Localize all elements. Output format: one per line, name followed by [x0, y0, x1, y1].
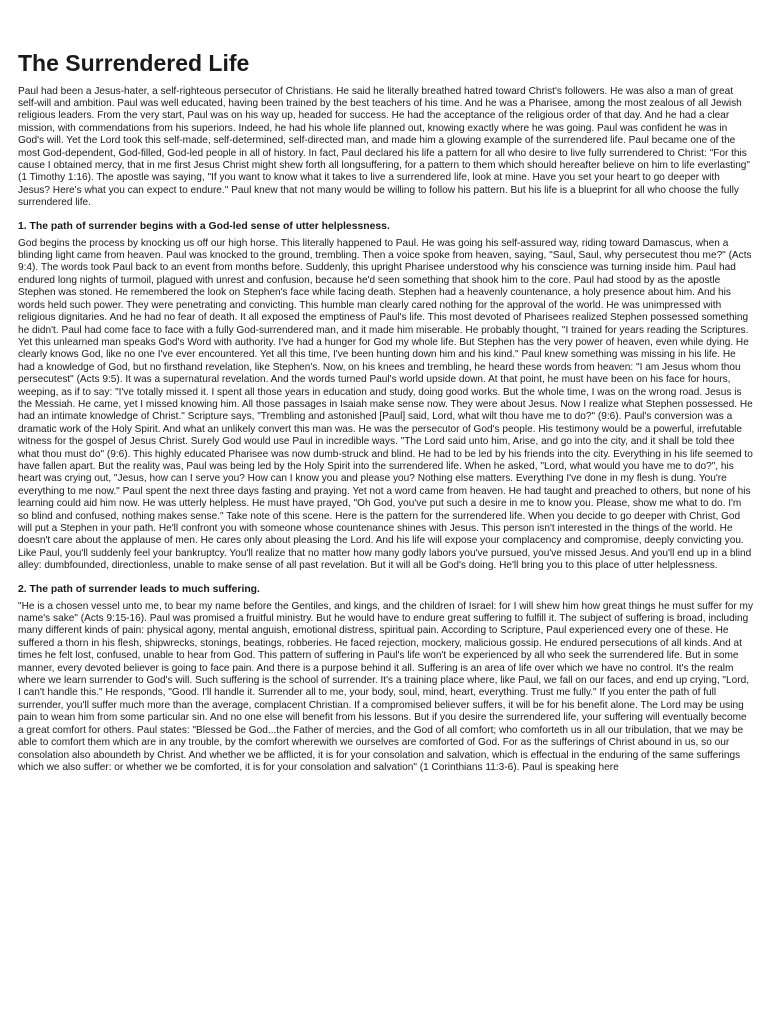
- page-title: The Surrendered Life: [18, 50, 250, 76]
- intro-paragraph: Paul had been a Jesus-hater, a self-righteous persecutor of Christians. He said he literally breathed hatred toward Christ's followers. He was also a man of great self-will and ambition. Paul was well educated, having been trained by the best teachers of his time. And he was a Pharisee, among the most zealous of all Jewish religious leaders. From the very start, Paul was on his way up, headed for success. He had the acceptance of the religious order of that day. And he had a clear mission, with commendations from his superiors. Indeed, he had his whole life planned out, knowing exactly where he was going. Paul was confident he was in God's will. Yet the Lord took this self-made, self-determined, self-directed man, and made him a glowing example of the surrendered life. Paul became one of the most God-dependent, God-filled, God-led people in all of history. In fact, Paul declared his life a pattern for all who desire to live fully surrendered to Christ: "For this cause I obtained mercy, that in me first Jesus Christ might shew forth all longsuffering, for a pattern to them which should hereafter believe on him to life everlasting" (1 Timothy 1:16). The apostle was saying, "If you want to know what it takes to live a surrendered life, look at mine. Have you set your heart to go deeper with Jesus? Here's what you can expect to endure." Paul knew that not many would be willing to follow his pattern. But his life is a blueprint for all who choose the fully surrendered life.: [18, 85, 751, 209]
- section-heading: 1. The path of surrender begins with a God-led sense of utter helplessness.: [18, 220, 390, 232]
- section-body: "He is a chosen vessel unto me, to bear my name before the Gentiles, and kings, and the children of Israel: for I will shew him how great things he must suffer for my name's sake" (Acts 9:15-16). Paul was promised a fruitful ministry. But he would have to endure great suffering to fulfill it. The subject of suffering is broad, including many different kinds of pain: physical agony, mental anguish, emotional distress, spiritual pain. According to Scripture, Paul experienced every one of these. He suffered a thorn in his flesh, shipwrecks, stonings, beatings, robberies. He faced rejection, mockery, malicious gossip. He endured persecutions of all kinds. And at times he felt lost, confused, unable to hear from God. This pattern of suffering in Paul's life won't be experienced by all who seek the surrendered life. But in some manner, every devoted believer is going to face pain. And there is a purpose behind it all. Suffering is an area of life over which we have no control. It's the realm where we learn surrender to God's will. Such suffering is the school of surrender. It's a training place where, like Paul, we fall on our faces, and end up crying, "Lord, I can't handle this." He responds, "Good. I'll handle it. Surrender all to me, your body, soul, mind, heart, everything. Trust me fully." If you enter the path of full surrender, you'll suffer much more than the average, complacent Christian. If a compromised believer suffers, it will be for his benefit alone. The Lord may be using pain to wean him from some particular sin. And no one else will benefit from his lessons. But if you desire the surrendered life, your suffering will eventually become a great comfort for others. Paul states: "Blessed be God...the Father of mercies, and the God of all comfort; who comforteth us in all our tribulation, that we may be able to comfort them which are in any trouble, by the comfort wherewith we ourselves are comforted of God. For as the sufferings of Christ abound in us, so our consolation also aboundeth by Christ. And whether we be afflicted, it is for your consolation and salvation, which is effectual in the enduring of the same sufferings which we also suffer: or whether we be comforted, it is for your consolation and salvation" (1 Corinthians 11:3-6). Paul is speaking here: [18, 600, 753, 773]
- section-body: God begins the process by knocking us off our high horse. This literally happened to Paul. He was going his self-assured way, riding toward Damascus, when a blinding light came from heaven. Paul was knocked to the ground, trembling. Then a voice spoke from heaven, saying, "Saul, Saul, why persecutest thou me?" (Acts 9:4). The words took Paul back to an event from months before. Suddenly, this upright Pharisee understood why his conscience was turning inside him. Paul had endured long nights of turmoil, plagued with unrest and confusion, because he'd seen something that shook him to the core. Paul had stood by as the apostle Stephen was stoned. He remembered the look on Stephen's face while facing death. Stephen had a heavenly countenance, a holy presence about him. And his words held such power. They were penetrating and convicting. This humble man clearly cared nothing for the approval of the world. He was unimpressed with religious dignitaries. And he had no fear of death. It all exposed the emptiness of Paul's life. This most devoted of Pharisees realized Stephen possessed something he didn't. Paul had come face to face with a fully God-surrendered man, and it made him miserable. He probably thought, "I trained for years reading the Scriptures. Yet this unlearned man speaks God's Word with authority. I've had a hunger for God my whole life. But Stephen has the very power of heaven, even while dying. He clearly knows God, like no one I've ever encountered. Yet all this time, I've been hunting down him and his kind." Paul knew something was missing in his life. He had a knowledge of God, but no firsthand revelation, like Stephen's. Now, on his knees and trembling, he heard these words from heaven: "I am Jesus whom thou persecutest" (Acts 9:5). It was a supernatural revelation. And the words turned Paul's world upside down. At that point, he must have been on his face for hours, weeping, as if to say: "I've totally missed it. I spent all those years in education and study, doing good works. But the whole time, I was on the wrong road. Jesus is the Messiah. He came, yet I missed knowing him. All those passages in Isaiah make sense now. They were about Jesus. Now I realize what Stephen possessed. He had an intimate knowledge of Christ." Scripture says, "Trembling and astonished [Paul] said, Lord, what wilt thou have me to do?" (9:6). Paul's conversion was a dramatic work of the Holy Spirit. And what an unlikely convert this man was. He was the persecutor of God's people. His testimony would be a powerful, irrefutable witness for the gospel of Jesus Christ. Surely God would use Paul in incredible ways. "The Lord said unto him, Arise, and go into the city, and it shall be told thee what thou must do" (9:6). This highly educated Pharisee was now dumb-struck and blind. He had to be led by his friends into the city. Everything in his life seemed to have fallen apart. But the reality was, Paul was being led by the Holy Spirit into the surrendered life. When he asked, "Lord, what would you have me to do?", his heart was crying out, "Jesus, how can I serve you? How can I know you and please you? Nothing else matters. Everything I've done in my flesh is dung. You're everything to me now." Paul spent the next three days fasting and praying. Yet not a word came from heaven. He had taught and preached to others, but none of his learning could aid him now. He was utterly helpless. He must have prayed, "Oh God, you've put such a desire in me to know you. Please, show me what to do. I'm so blind and confused, nothing makes sense." Take note of this scene. Here is the pattern for the surrendered life. When you decide to go deeper with Christ, God will put a Stephen in your path. He'll confront you with someone whose countenance shines with Jesus. This person isn't interested in the things of the world. He doesn't care about the applause of men. He cares only about pleasing the Lord. And his life will expose your complacency and compromise, deeply convicting you. Like Paul, you'll suddenly feel your bankruptcy. You'll realize that no matter how many godly labors you've pursued, you've missed Jesus. And you'll end up in a blind alley: dumbfounded, directionless, unable to make sense of all past revelation. But it will all be God's doing. He'll bring you to this place of utter helplessness.: [18, 237, 753, 572]
- section-heading: 2. The path of surrender leads to much suffering.: [18, 583, 260, 595]
